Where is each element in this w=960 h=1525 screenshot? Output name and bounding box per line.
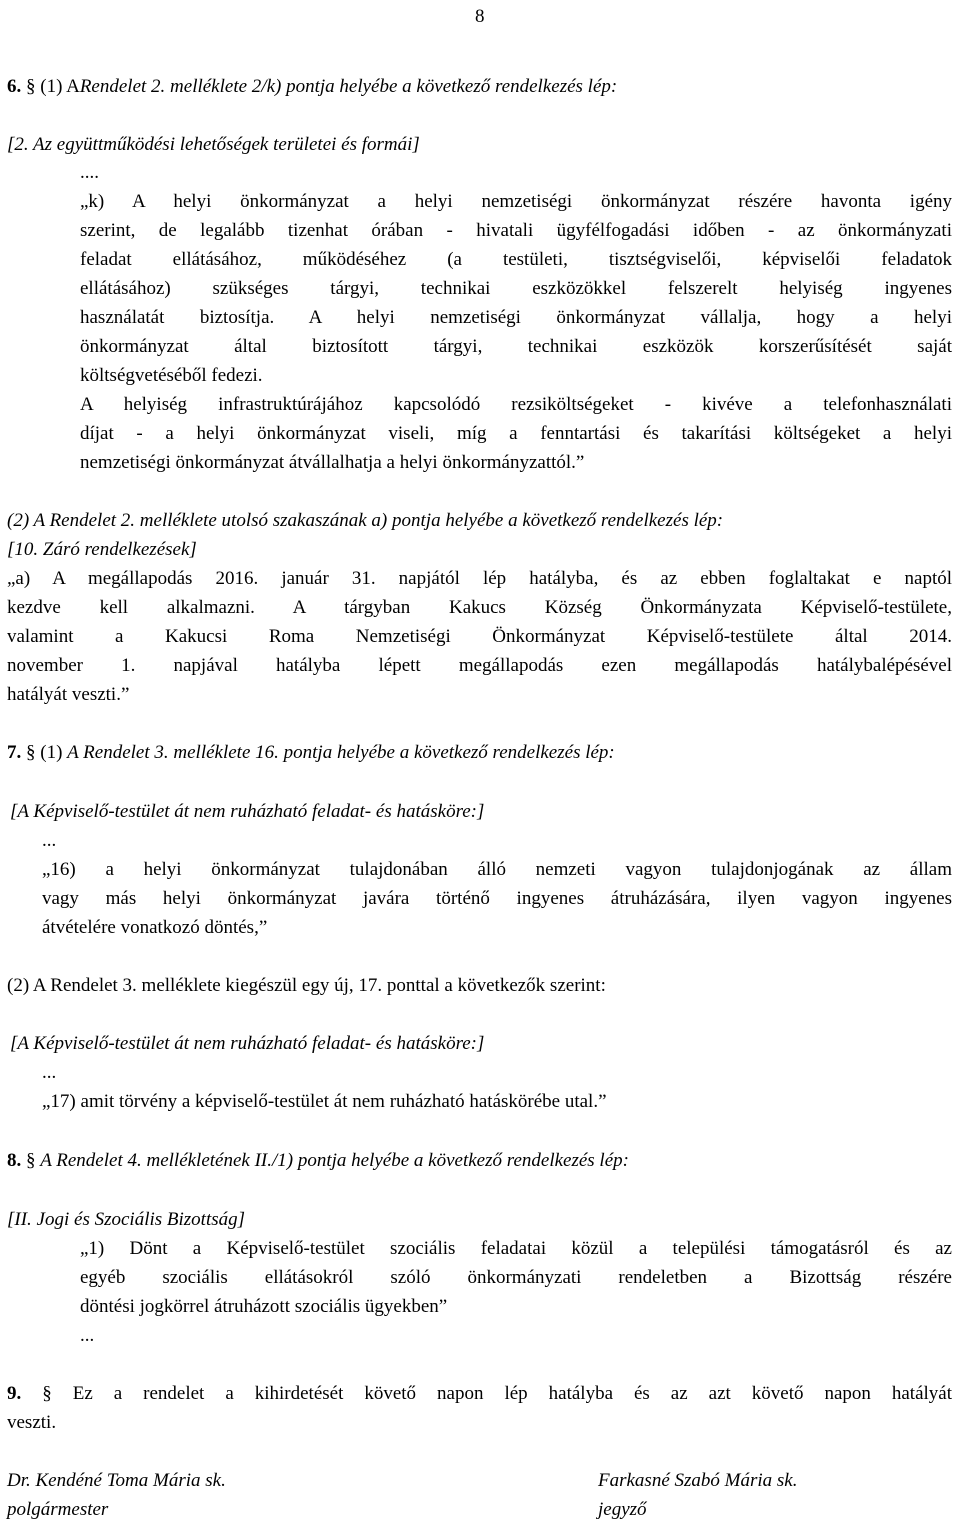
section-8-dots: ...: [80, 1325, 95, 1346]
section-9-line-2: veszti.: [7, 1412, 57, 1433]
section-sign: §: [42, 1383, 52, 1404]
section-8-heading-b: A Rendelet 4. mellékletének II./1) pontja helyébe a következő rendelkezés lép:: [40, 1150, 629, 1171]
signature-left-name: Dr. Kendéné Toma Mária sk.: [7, 1470, 226, 1491]
section-7-dots: ...: [42, 830, 57, 851]
section-7-dots2: ...: [42, 1062, 57, 1083]
section-6-heading-b: Rendelet 2. melléklete 2/k) pontja helyébe a következő rendelkezés lép:: [79, 76, 618, 97]
s6-p1-line-4: használatát biztosítja. A helyi nemzetiségi önkormányzat vállalja, hogy a helyi: [80, 307, 952, 328]
s8-p1-line-0: „1) Dönt a Képviselő-testület szociális feladatai közül a települési támogatásról és az: [80, 1238, 952, 1259]
section-7-bracket2: [A Képviselő-testület át nem ruházható feladat- és hatásköre:]: [10, 1033, 485, 1054]
section-7-bracket: [A Képviselő-testület át nem ruházható feladat- és hatásköre:]: [10, 801, 485, 822]
section-6-number: 6.: [7, 76, 22, 97]
s6-p2-line-2: nemzetiségi önkormányzat átvállalhatja a helyi önkormányzattól.”: [80, 452, 585, 473]
section-sign: §: [26, 76, 36, 97]
section-7-heading-b: A Rendelet 3. melléklete 16. pontja helyébe a következő rendelkezés lép:: [67, 742, 615, 763]
section-7-heading: [7, 738, 952, 767]
s7-p2: „17) amit törvény a képviselő-testület át nem ruházható hatáskörébe utal.”: [42, 1091, 607, 1112]
s6-p1-line-1: szerint, de legalább tizenhat órában - hivatali ügyfélfogadási időben - az önkormányzati: [80, 220, 952, 241]
section-7-heading-a: (1): [40, 742, 63, 763]
section-6-heading: [7, 72, 952, 101]
s6-p1-line-3: ellátásához) szükséges tárgyi, technikai eszközökkel felszerelt helyiség ingyenes: [80, 278, 952, 299]
section-9-number: 9.: [7, 1383, 22, 1404]
s6-p3-line-0: „a) A megállapodás 2016. január 31. napjától lép hatályba, és az ebben foglaltakat e naptól: [7, 568, 952, 589]
section-7-number: 7.: [7, 742, 22, 763]
s6-p3-line-3: november 1. napjával hatályba lépett megállapodás ezen megállapodás hatálybalépésével: [7, 655, 952, 676]
section-7-sub2: [7, 971, 952, 1000]
page-number: 8: [475, 6, 485, 27]
s6-p2-line-0: A helyiség infrastruktúrájához kapcsolódó rezsiköltségeket - kivéve a telefonhasználati: [80, 394, 952, 415]
section-9-line-1: [7, 1379, 952, 1408]
s8-p1-line-2: döntési jogkörrel átruházott szociális ügyekben”: [80, 1296, 448, 1317]
section-9-text: Ez a rendelet a kihirdetését követő napon lép hatályba és az azt követő napon hatályát: [72, 1383, 953, 1404]
s6-p2-line-1: díjat - a helyi önkormányzat viseli, míg a fenntartási és takarítási költségeket a helyi: [80, 423, 952, 444]
s6-p3-line-2: valamint a Kakucsi Roma Nemzetiségi Önkormányzat Képviselő-testülete által 2014.: [7, 626, 952, 647]
s6-p1-line-0: „k) A helyi önkormányzat a helyi nemzetiségi önkormányzat részére havonta igény: [80, 191, 952, 212]
s7-p1-line-0: „16) a helyi önkormányzat tulajdonában álló nemzeti vagyon tulajdonjogának az állam: [42, 859, 952, 880]
signature-left-title: polgármester: [7, 1499, 109, 1520]
section-6-sub2-bracket: [10. Záró rendelkezések]: [7, 539, 197, 560]
s8-p1-line-1: egyéb szociális ellátásokról szóló önkormányzati rendeletben a Bizottság részére: [80, 1267, 952, 1288]
s6-p1-line-2: feladat ellátásához, működéséhez (a testületi, tisztségviselői, képviselői feladatok: [80, 249, 952, 270]
signature-right-name: Farkasné Szabó Mária sk.: [598, 1470, 798, 1491]
section-6-dots: ....: [80, 162, 99, 183]
s6-p1-line-6: költségvetéséből fedezi.: [80, 365, 263, 386]
section-6-heading-a: (1) A: [40, 76, 80, 97]
s7-p1-line-2: átvételére vonatkozó döntés,”: [42, 917, 268, 938]
s6-p3-line-4: hatályát veszti.”: [7, 684, 130, 705]
section-8-bracket: [II. Jogi és Szociális Bizottság]: [7, 1209, 246, 1230]
section-sign: §: [26, 1150, 36, 1171]
signature-right-title: jegyző: [598, 1499, 647, 1520]
section-8-heading: [7, 1146, 952, 1175]
section-6-bracket: [2. Az együttműködési lehetőségek területei és formái]: [7, 134, 420, 155]
s6-p3-line-1: kezdve kell alkalmazni. A tárgyban Kakucs Község Önkormányzata Képviselő-testülete,: [7, 597, 952, 618]
section-sign: §: [26, 742, 36, 763]
s7-p1-line-1: vagy más helyi önkormányzat javára történő ingyenes átruházására, ilyen vagyon ingyenes: [42, 888, 952, 909]
section-7-sub2-text: (2) A Rendelet 3. melléklete kiegészül egy új, 17. ponttal a következők szerint:: [7, 975, 606, 996]
section-6-sub2: (2) A Rendelet 2. melléklete utolsó szakaszának a) pontja helyébe a következő rendelkezés lép:: [7, 510, 724, 531]
s6-p1-line-5: önkormányzat által biztosított tárgyi, technikai eszközök korszerűsítését saját: [80, 336, 952, 357]
section-8-number: 8.: [7, 1150, 22, 1171]
